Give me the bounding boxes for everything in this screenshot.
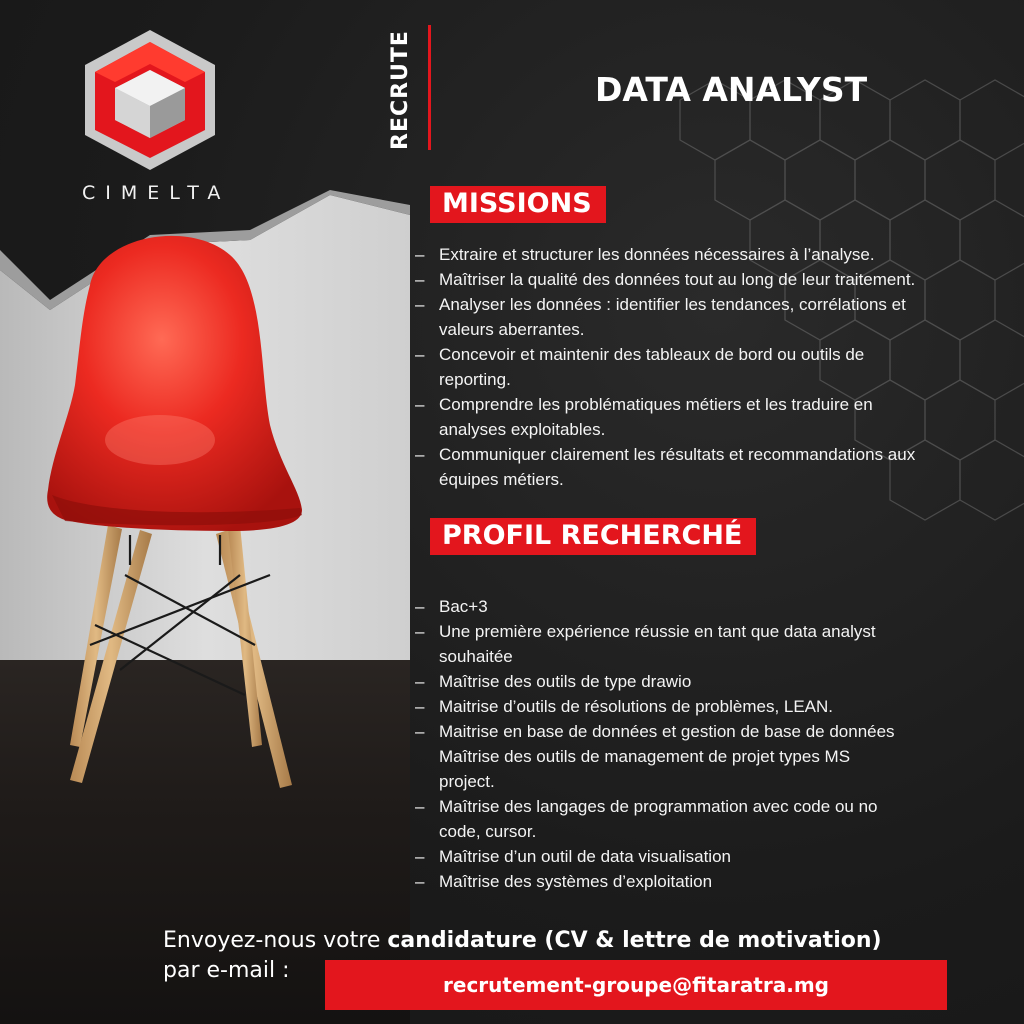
profil-item-line: Maitrise d’outils de résolutions de problèmes, LEAN. (439, 697, 834, 716)
profil-item (415, 619, 1005, 669)
list-dash: – (415, 797, 425, 816)
missions-item-line: Maîtriser la qualité des données tout au long de leur traitement. (439, 270, 916, 289)
missions-item (415, 342, 1005, 392)
red-chair-image (30, 225, 330, 795)
list-dash: – (415, 345, 425, 364)
profil-item-line: Maitrise en base de données et gestion de base de données (439, 722, 895, 741)
profil-item (415, 669, 1005, 694)
footer-cta-prefix: Envoyez-nous votre (163, 928, 388, 953)
profil-item-line: Maîtrise des outils de type drawio (439, 672, 692, 691)
missions-item (415, 442, 1005, 492)
missions-item-line: Concevoir et maintenir des tableaux de bord ou outils de (439, 345, 865, 364)
missions-item (415, 292, 1005, 342)
footer-email-label: par e-mail : (163, 958, 290, 983)
list-dash: – (415, 872, 425, 891)
list-dash: – (415, 270, 425, 289)
profil-heading: PROFIL RECHERCHÉ (430, 518, 756, 555)
profil-item-line: souhaitée (439, 647, 513, 666)
profil-item (415, 844, 1005, 869)
missions-item-line: Extraire et structurer les données nécessaires à l’analyse. (439, 245, 875, 264)
job-title: DATA ANALYST (595, 70, 868, 109)
list-dash: – (415, 622, 425, 641)
divider-line (428, 25, 431, 150)
footer-cta (163, 928, 882, 953)
list-dash: – (415, 847, 425, 866)
profil-item-line: code, cursor. (439, 822, 537, 841)
cimelta-logo-icon (85, 30, 215, 170)
brand-name: CIMELTA (82, 182, 231, 204)
profil-item (415, 794, 1005, 844)
missions-list (415, 242, 1005, 492)
list-dash: – (415, 295, 425, 314)
profil-item-line: project. (439, 772, 495, 791)
footer-cta-bold: candidature (CV & lettre de motivation) (387, 928, 882, 953)
profil-item (415, 594, 1005, 619)
missions-item-line: valeurs aberrantes. (439, 320, 585, 339)
list-dash: – (415, 395, 425, 414)
profil-item-line: Maîtrise des systèmes d’exploitation (439, 872, 713, 891)
profil-item (415, 869, 1005, 894)
list-dash: – (415, 445, 425, 464)
missions-item-line: reporting. (439, 370, 511, 389)
missions-item-line: Comprendre les problématiques métiers et les traduire en (439, 395, 873, 414)
missions-item-line: Communiquer clairement les résultats et recommandations aux (439, 445, 916, 464)
missions-item-line: analyses exploitables. (439, 420, 606, 439)
email-link[interactable]: recrutement-groupe@fitaratra.mg (443, 973, 829, 997)
list-dash: – (415, 597, 425, 616)
recrute-label: RECRUTE (388, 30, 413, 150)
profil-list (415, 594, 1005, 894)
missions-item (415, 392, 1005, 442)
missions-item-line: équipes métiers. (439, 470, 564, 489)
missions-item (415, 267, 1005, 292)
profil-item-line: Maîtrise d’un outil de data visualisation (439, 847, 731, 866)
missions-item-line: Analyser les données : identifier les tendances, corrélations et (439, 295, 906, 314)
profil-item-line: Une première expérience réussie en tant que data analyst (439, 622, 876, 641)
list-dash: – (415, 722, 425, 741)
email-box[interactable] (325, 960, 947, 1010)
list-dash: – (415, 245, 425, 264)
missions-item (415, 242, 1005, 267)
profil-item (415, 694, 1005, 719)
profil-item-line: Maîtrise des outils de management de projet types MS (439, 747, 851, 766)
list-dash: – (415, 672, 425, 691)
profil-item (415, 719, 1005, 794)
profil-item-line: Maîtrise des langages de programmation avec code ou no (439, 797, 878, 816)
profil-item-line: Bac+3 (439, 597, 488, 616)
list-dash: – (415, 697, 425, 716)
missions-heading: MISSIONS (430, 186, 606, 223)
